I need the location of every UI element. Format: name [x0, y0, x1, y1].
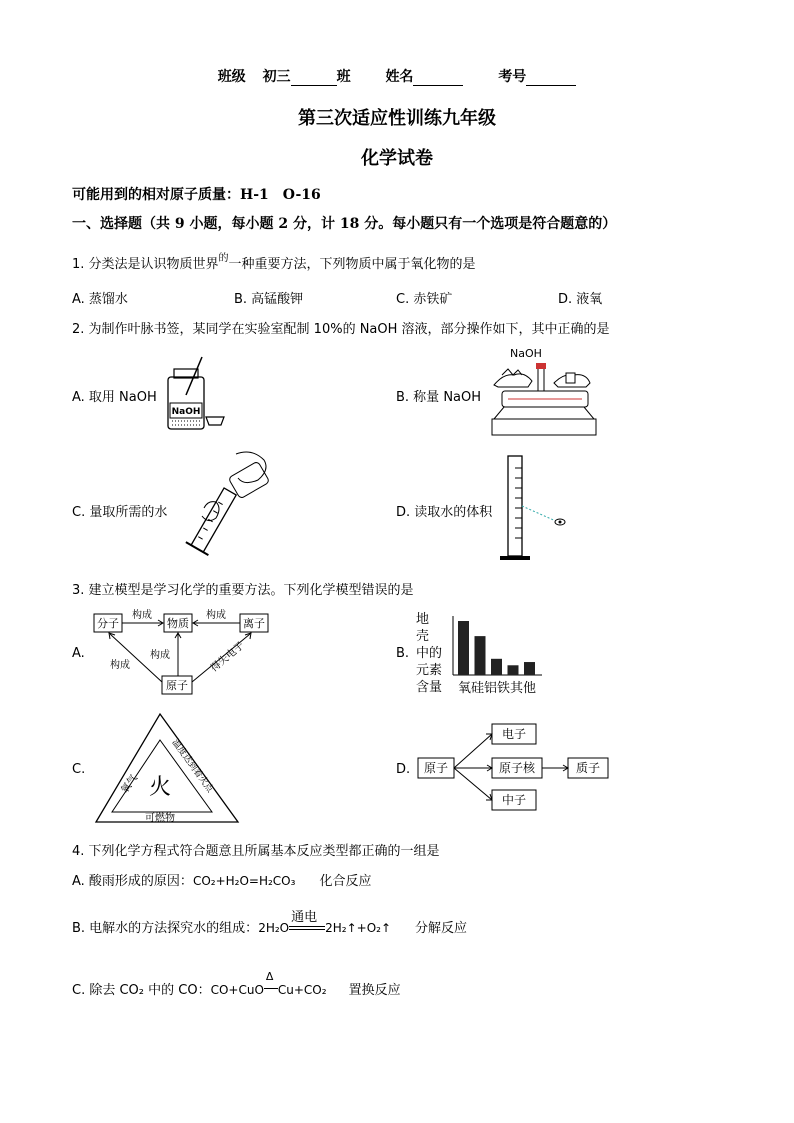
- bottle-label: NaOH: [171, 407, 201, 417]
- exam-no-blank[interactable]: [526, 71, 576, 86]
- q2-option-c-label[interactable]: C. 量取所需的水: [72, 505, 168, 520]
- q1-option-d[interactable]: D. 液氧: [558, 292, 603, 307]
- paper-left: [494, 374, 532, 387]
- q2-option-b-label[interactable]: B. 称量 NaOH: [396, 390, 482, 405]
- model-b-ylabel-5: 含量: [416, 680, 443, 695]
- model-a-compose-2: 构成: [206, 610, 226, 621]
- exam-no-field: [498, 69, 576, 85]
- model-a-compose-3: 构成: [150, 650, 170, 661]
- q4-c-text: C. 除去 CO₂ 中的 CO：: [72, 983, 211, 998]
- q1-stem-ruby: 的: [218, 253, 229, 264]
- q3-option-d-label[interactable]: D.: [396, 762, 411, 777]
- q1-option-a[interactable]: A. 蒸馏水: [72, 292, 128, 307]
- q4-c-right: Cu+CO₂: [277, 983, 327, 997]
- q2-option-d-label[interactable]: D. 读取水的体积: [396, 505, 493, 520]
- model-b-bar-chart: [450, 614, 544, 676]
- q4-c-condition-text: Δ: [265, 969, 274, 983]
- q2-option-a-label[interactable]: A. 取用 NaOH: [72, 390, 157, 405]
- balance-pointer: [536, 363, 546, 369]
- q4-a-equation: CO₂+H₂O=H₂CO₃: [192, 874, 296, 888]
- q4-c-condition: [264, 969, 278, 998]
- model-b-ylabel-2: 壳: [416, 629, 430, 644]
- q4-c-line: [264, 988, 278, 989]
- exam-subtitle: 化学试卷: [361, 148, 433, 169]
- question-1-stem: [72, 253, 476, 272]
- cylinder-stand: [500, 556, 530, 560]
- model-b-xlabel: 氧硅铝铁其他: [458, 681, 537, 696]
- model-a-compose-1: 构成: [132, 610, 152, 621]
- bar-硅: [475, 636, 486, 675]
- model-c-combustible: 可燃物: [145, 813, 175, 824]
- outer-triangle: [96, 714, 238, 822]
- model-d-nucleus: 原子核: [498, 761, 536, 775]
- q2-image-balance: [488, 345, 600, 440]
- graduated-cylinder-upright: [508, 456, 522, 556]
- grade-text: [263, 69, 351, 85]
- q3-model-d: [414, 720, 614, 815]
- bar-氧: [458, 621, 469, 675]
- name-field: [385, 69, 463, 85]
- question-4-stem: 4. 下列化学方程式符合题意且所属基本反应类型都正确的一组是: [72, 844, 440, 859]
- q2-image-measure-water: [176, 448, 280, 563]
- q4-b-condition: [289, 909, 325, 936]
- graduated-cylinder: [191, 488, 236, 552]
- q4-b-left: 2H₂O: [258, 921, 290, 935]
- question-3-stem: 3. 建立模型是学习化学的重要方法。下列化学模型错误的是: [72, 583, 414, 598]
- q4-c-left: CO+CuO: [210, 983, 264, 997]
- spatula: [186, 357, 202, 395]
- q4-a-text: A. 酸雨形成的原因：: [72, 874, 193, 889]
- name-blank[interactable]: [413, 71, 463, 86]
- model-c-fire: 火: [148, 775, 172, 800]
- q1-option-c[interactable]: C. 赤铁矿: [396, 292, 453, 307]
- q3-model-c-fire-triangle: [94, 710, 244, 826]
- model-b-ylabel-1: 地: [416, 612, 430, 627]
- q4-b-condition-text: 通电: [291, 909, 318, 925]
- weight: [566, 373, 575, 383]
- name-label: 姓名: [385, 69, 414, 85]
- class-label: 班级: [217, 69, 246, 85]
- q3-option-c-label[interactable]: C.: [72, 762, 86, 777]
- model-a-ion: 离子: [243, 617, 265, 630]
- powder-dots: [172, 421, 200, 425]
- q1-stem-part-b: 一种重要方法，下列物质中属于氧化物的是: [228, 257, 476, 272]
- model-a-atom: 原子: [166, 679, 188, 692]
- student-info-header: [0, 66, 794, 86]
- exam-no-label: 考号: [498, 69, 527, 85]
- q2-image-read-volume: [500, 450, 570, 564]
- q4-option-c[interactable]: [72, 969, 401, 998]
- exam-title: 第三次适应性训练九年级: [298, 108, 496, 129]
- bar-铝: [491, 659, 502, 675]
- model-b-ylabel-4: 元素: [416, 663, 443, 678]
- sight-line: [522, 506, 558, 522]
- q1-stem-part-a: 1. 分类法是认识物质世界: [72, 257, 219, 272]
- model-d-proton: 质子: [575, 761, 601, 775]
- q4-b-text: B. 电解水的方法探究水的组成：: [72, 921, 259, 936]
- reagent-bottle-tilted: [228, 461, 269, 499]
- q3-option-a-label[interactable]: A.: [72, 646, 85, 661]
- balance-naoh-label: NaOH: [510, 347, 542, 360]
- bar-其他: [524, 662, 535, 675]
- q4-option-b[interactable]: [72, 909, 468, 936]
- model-d-electron: 电子: [501, 727, 527, 741]
- model-d-atom: 原子: [423, 761, 449, 775]
- arrow-atom-electron: [454, 734, 492, 768]
- model-a-gain-lose: 得失电子: [208, 640, 247, 675]
- class-suffix: 班: [336, 69, 351, 85]
- q2-image-take-naoh: [162, 355, 242, 435]
- class-blank[interactable]: [291, 71, 337, 86]
- model-d-neutron: 中子: [501, 793, 527, 807]
- model-c-ignition-temperature: 温度达到着火点: [169, 737, 215, 795]
- model-b-ylabel-3: 中的: [416, 646, 443, 661]
- q4-a-type: 化合反应: [319, 874, 372, 889]
- q3-model-a: [90, 606, 280, 696]
- bottle-stopper: [206, 417, 224, 425]
- question-2-stem: 2. 为制作叶脉书签，某同学在实验室配制 10%的 NaOH 溶液，部分操作如下，其中正确的是: [72, 322, 610, 337]
- arrow-atom-neutron: [454, 768, 492, 800]
- balance-base: [494, 407, 594, 419]
- q4-c-type: 置换反应: [348, 983, 401, 998]
- balance-foot: [492, 419, 596, 435]
- eye-pupil: [559, 521, 562, 524]
- model-a-substance: 物质: [167, 617, 189, 630]
- model-c-oxygen: 氧气: [119, 773, 140, 796]
- model-a-compose-4: 构成: [110, 660, 130, 671]
- model-a-molecule: 分子: [97, 617, 119, 630]
- q1-option-b[interactable]: B. 高锰酸钾: [234, 292, 304, 307]
- q4-b-type: 分解反应: [415, 921, 468, 936]
- q4-option-a[interactable]: [72, 870, 371, 889]
- atomic-mass-note: 可能用到的相对原子质量：H-1 O-16: [72, 187, 321, 203]
- model-b-ylabel: [416, 611, 452, 696]
- section-1-heading: 一、选择题（共 9 小题，每小题 2 分，计 18 分。每小题只有一个选项是符合题意的）: [72, 216, 617, 232]
- cylinder-marks: [515, 468, 522, 538]
- bar-铁: [508, 665, 519, 675]
- q3-option-b-label[interactable]: B.: [396, 646, 410, 661]
- q4-b-right: 2H₂↑+O₂↑: [325, 921, 391, 935]
- grade-value: 初三: [262, 69, 291, 85]
- q4-b-equals: [289, 926, 325, 930]
